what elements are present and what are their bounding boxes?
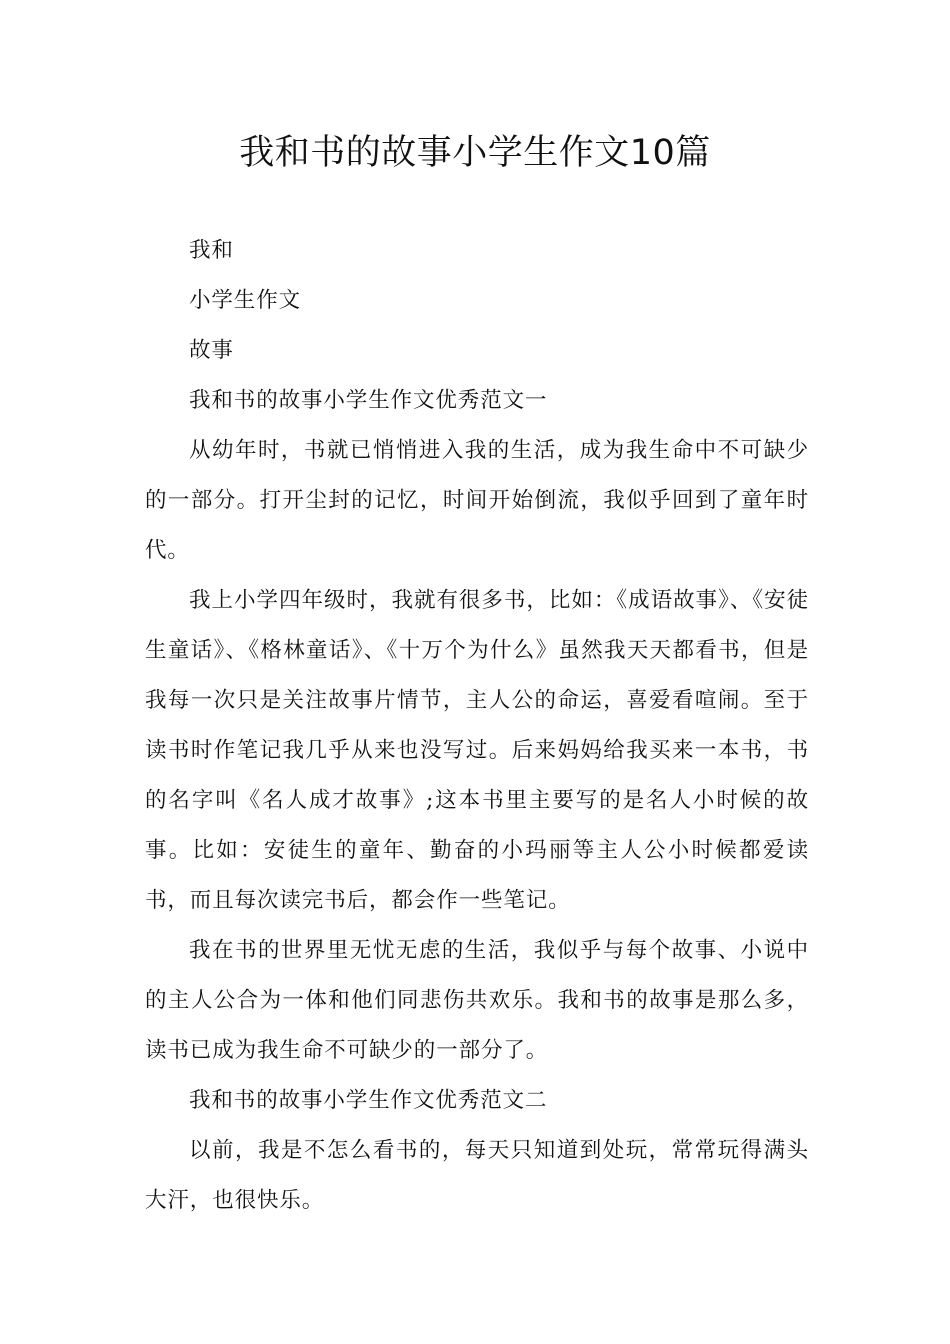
document-title: 我和书的故事小学生作文10篇 xyxy=(239,133,711,173)
keyword-line: 故事 xyxy=(189,338,234,363)
body-paragraph: 我上小学四年级时，我就有很多书，比如：《成语故事》、《安徒生童话》、《格林童话》、《十万个为什么》虽然我天天都看书，但是我每一次只是关注故事片情节，主人公的命运，喜爱看喧闹。至于读书时作笔记我几乎从来也没写过。后来妈妈给我买来一本书，书的名字叫《名人成才故事》;这本书里主要写的是名人小时候的故事。比如：安徒生的童年、勤奋的小玛丽等主人公小时候都爱读书，而且每次读完书后，都会作一些笔记。 xyxy=(145,588,809,913)
body-paragraph: 从幼年时，书就已悄悄进入我的生活，成为我生命中不可缺少的一部分。打开尘封的记忆，时间开始倒流，我似乎回到了童年时代。 xyxy=(145,438,809,563)
body-paragraph: 以前，我是不怎么看书的，每天只知道到处玩，常常玩得满头大汗，也很快乐。 xyxy=(145,1138,809,1213)
keyword-line: 小学生作文 xyxy=(189,288,302,313)
section-heading: 我和书的故事小学生作文优秀范文一 xyxy=(189,388,548,413)
section-heading: 我和书的故事小学生作文优秀范文二 xyxy=(189,1088,548,1113)
document-body xyxy=(145,226,809,1226)
body-paragraph: 我在书的世界里无忧无虑的生活，我似乎与每个故事、小说中的主人公合为一体和他们同悲伤共欢乐。我和书的故事是那么多，读书已成为我生命不可缺少的一部分了。 xyxy=(145,938,809,1063)
keyword-line: 我和 xyxy=(189,238,234,263)
